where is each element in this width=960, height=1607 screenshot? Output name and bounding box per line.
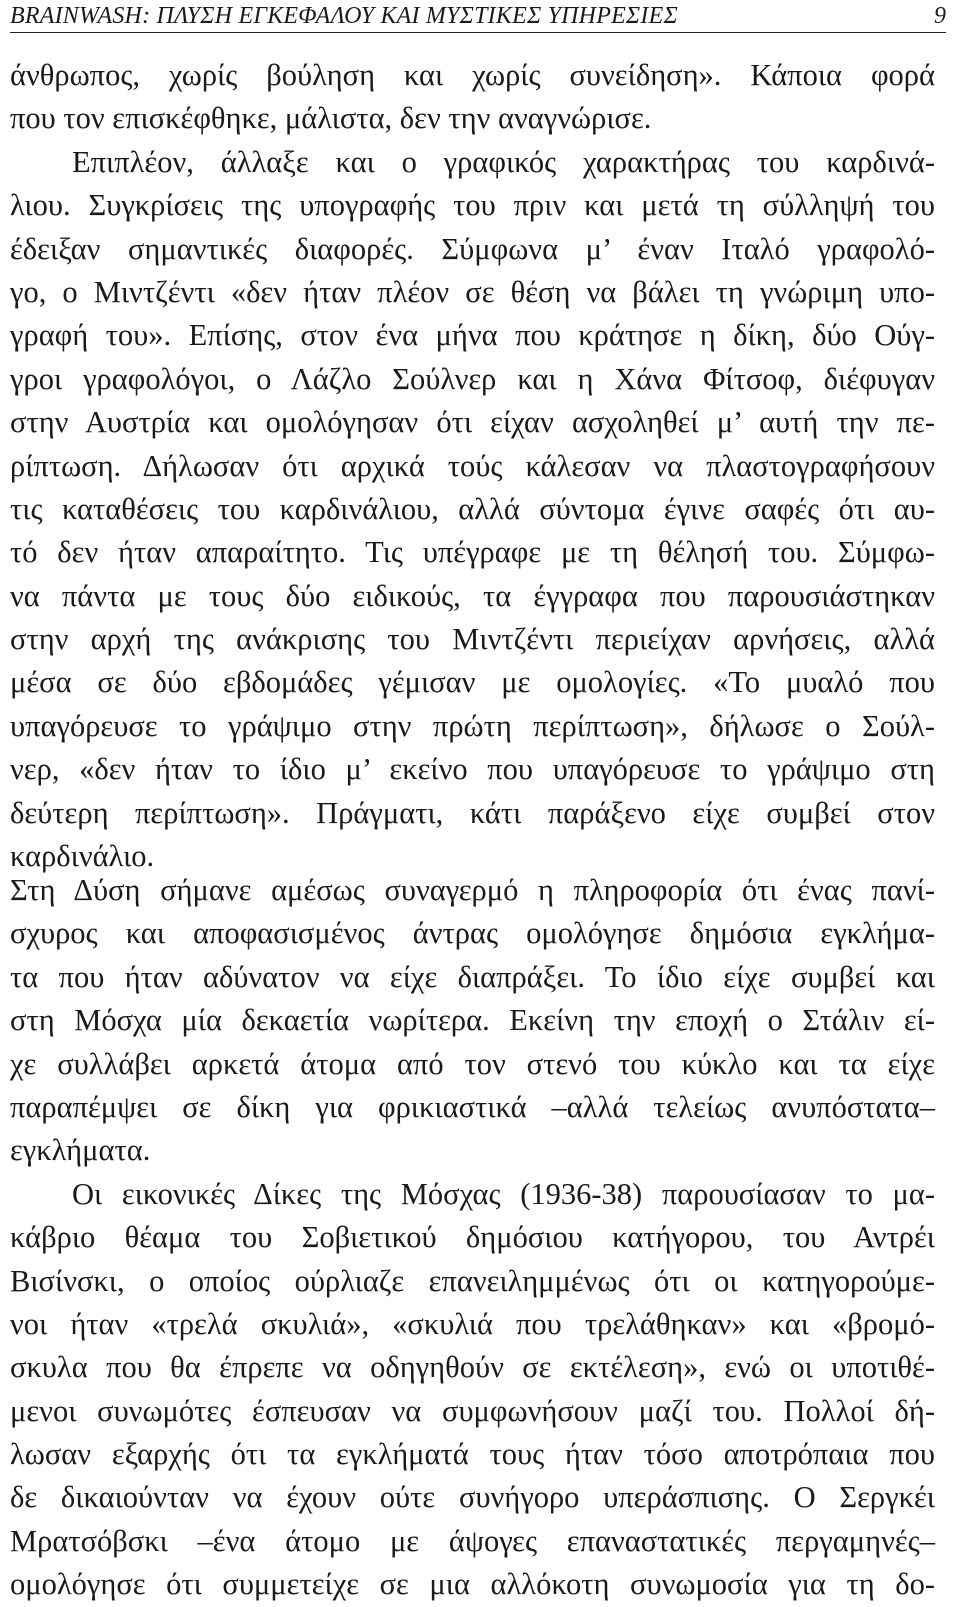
text-line: δε δικαιούνταν να έχουν ούτε συνήγορο υπεράσπισης. Ο Σεργκέι — [10, 1480, 935, 1515]
text-line: στη Μόσχα μία δεκαετία νωρίτερα. Εκείνη την εποχή ο Στάλιν εί- — [10, 1003, 935, 1038]
text-line: τις καταθέσεις του καρδινάλιου, αλλά σύντομα έγινε σαφές ότι αυ- — [10, 491, 935, 526]
text-line: κάβριο θέαμα του Σοβιετικού δημόσιου κατήγορου, του Αντρέι — [10, 1220, 935, 1255]
text-line: υπαγόρευσε το γράψιμο στην πρώτη περίπτωση», δήλωσε ο Σούλ- — [10, 708, 935, 743]
text-line: νοι ήταν «τρελά σκυλιά», «σκυλιά που τρελάθηκαν» και «βρομό- — [10, 1306, 935, 1341]
text-line: σκυλα που θα έπρεπε να οδηγηθούν σε εκτέλεση», ενώ οι υποτιθέ- — [10, 1350, 935, 1385]
text-line: Επιπλέον, άλλαξε και ο γραφικός χαρακτήρας του καρδινά- — [72, 144, 935, 179]
text-line: λωσαν εξαρχής ότι τα εγκλήματά τους ήταν τόσο αποτρόπαια που — [10, 1437, 935, 1472]
text-line: ρίπτωση. Δήλωσαν ότι αρχικά τούς κάλεσαν να πλαστογραφήσουν — [10, 448, 935, 483]
text-line: χε συλλάβει αρκετά άτομα από τον στενό του κύκλο και τα είχε — [10, 1046, 935, 1081]
page-number: 9 — [934, 3, 946, 29]
text-line: τό δεν ήταν απαραίτητο. Τις υπέγραφε με τη θέλησή του. Σύμφω- — [10, 535, 935, 570]
running-title: BRAINWASH: ΠΛΥΣΗ ΕΓΚΕΦΑΛΟΥ ΚΑΙ ΜΥΣΤΙΚΕΣ ΥΠΗΡΕΣΙΕΣ — [10, 3, 678, 29]
text-line: ομολόγησε ότι συμμετείχε σε μια αλλόκοτη συνωμοσία για τη δο- — [10, 1567, 935, 1602]
text-line: γροι γραφολόγοι, ο Λάζλο Σούλνερ και η Χάνα Φίτσοφ, διέφυγαν — [10, 361, 935, 396]
text-line: στην Αυστρία και ομολόγησαν ότι είχαν ασχοληθεί μ’ αυτή την πε- — [10, 405, 935, 440]
text-line: να πάντα με τους δύο ειδικούς, τα έγγραφα που παρουσιάστηκαν — [10, 578, 935, 613]
text-line: σχυρος και αποφασισμένος άντρας ομολόγησε δημόσια εγκλήμα- — [10, 916, 935, 951]
text-line: Στη Δύση σήμανε αμέσως συναγερμό η πληροφορία ότι ένας πανί- — [10, 873, 935, 907]
text-line: εγκλήματα. — [10, 1133, 151, 1168]
text-line: γραφή του». Επίσης, στον ένα μήνα που κράτησε η δίκη, δύο Ούγ- — [10, 318, 935, 353]
text-line: λιου. Συγκρίσεις της υπογραφής του πριν και μετά τη σύλληψή του — [10, 188, 935, 223]
running-header — [10, 0, 946, 33]
text-line: τα που ήταν αδύνατον να είχε διαπράξει. Το ίδιο είχε συμβεί και — [10, 959, 935, 994]
text-line: καρδινάλιο. — [10, 839, 155, 874]
text-line: παραπέμψει σε δίκη για φρικιαστικά –αλλά τελείως ανυπόστατα– — [10, 1089, 935, 1124]
paragraph-block-2 — [10, 869, 935, 1607]
paragraph-block-1 — [10, 54, 935, 878]
text-line: γο, ο Μιντζέντι «δεν ήταν πλέον σε θέση να βάλει τη γνώριμη υπο- — [10, 274, 935, 309]
text-line: νερ, «δεν ήταν το ίδιο μ’ εκείνο που υπαγόρευσε το γράψιμο στη — [10, 752, 935, 787]
text-line: Μρατσόβσκι –ένα άτομο με άψογες επαναστατικές περγαμηνές– — [10, 1523, 935, 1558]
text-line: μέσα σε δύο εβδομάδες γέμισαν με ομολογίες. «Το μυαλό που — [10, 665, 935, 700]
text-line: Βισίνσκι, ο οποίος ούρλιαζε επανειλημμένως ότι οι κατηγορούμε- — [10, 1263, 935, 1298]
text-line: Οι εικονικές Δίκες της Μόσχας (1936-38) παρουσίασαν το μα- — [72, 1176, 935, 1211]
text-line: έδειξαν σημαντικές διαφορές. Σύμφωνα μ’ έναν Ιταλό γραφολό- — [10, 231, 935, 266]
text-line: μενοι συνωμότες έσπευσαν να συμφωνήσουν μαζί του. Πολλοί δή- — [10, 1393, 935, 1428]
text-line: δεύτερη περίπτωση». Πράγματι, κάτι παράξενο είχε συμβεί στον — [10, 795, 935, 830]
text-line: στην αρχή της ανάκρισης του Μιντζέντι περιείχαν αρνήσεις, αλλά — [10, 622, 935, 657]
text-line: που τον επισκέφθηκε, μάλιστα, δεν την αναγνώρισε. — [10, 101, 652, 136]
text-line: άνθρωπος, χωρίς βούληση και χωρίς συνείδηση». Κάποια φορά — [10, 58, 935, 92]
